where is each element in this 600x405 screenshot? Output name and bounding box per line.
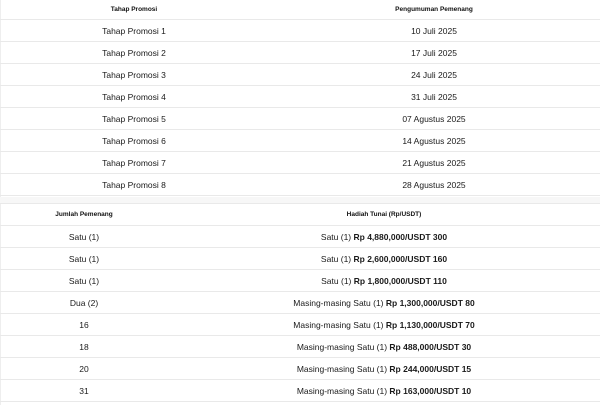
header-prize: Hadiah Tunai (Rp/USDT) bbox=[168, 204, 600, 226]
prize-prefix: Masing-masing Satu (1) bbox=[296, 363, 390, 374]
stage-cell: Tahap Promosi 2 bbox=[0, 42, 268, 64]
prize-cell bbox=[168, 358, 600, 380]
prize-prefix: Masing-masing Satu (1) bbox=[293, 297, 386, 308]
stage-cell: Tahap Promosi 6 bbox=[0, 130, 268, 152]
header-winners: Jumlah Pemenang bbox=[0, 204, 168, 226]
prize-prefix: Masing-masing Satu (1) bbox=[296, 341, 390, 352]
table-row bbox=[0, 20, 600, 42]
table-row bbox=[0, 42, 600, 64]
date-cell: 21 Agustus 2025 bbox=[268, 152, 600, 174]
winners-cell: 31 bbox=[0, 380, 168, 402]
table-row bbox=[0, 380, 600, 402]
table-row bbox=[0, 130, 600, 152]
promo-header-row bbox=[0, 0, 600, 20]
table-row bbox=[0, 270, 600, 292]
prize-amount: Rp 488,000/USDT 30 bbox=[389, 341, 472, 352]
date-cell: 24 Juli 2025 bbox=[268, 64, 600, 86]
prize-cell bbox=[168, 270, 600, 292]
prize-amount: Rp 244,000/USDT 15 bbox=[389, 363, 472, 374]
table-row bbox=[0, 292, 600, 314]
promo-schedule-table bbox=[0, 0, 600, 196]
date-cell: 14 Agustus 2025 bbox=[268, 130, 600, 152]
date-cell: 07 Agustus 2025 bbox=[268, 108, 600, 130]
table-row bbox=[0, 174, 600, 196]
prize-cell bbox=[168, 248, 600, 270]
winners-cell: 16 bbox=[0, 314, 168, 336]
table-row bbox=[0, 108, 600, 130]
prize-amount: Rp 163,000/USDT 10 bbox=[389, 385, 472, 396]
prize-prefix: Masing-masing Satu (1) bbox=[296, 385, 390, 396]
date-cell: 10 Juli 2025 bbox=[268, 20, 600, 42]
prize-table bbox=[0, 203, 600, 402]
winners-cell: Dua (2) bbox=[0, 292, 168, 314]
prize-amount: Rp 1,800,000/USDT 110 bbox=[353, 275, 447, 286]
table-row bbox=[0, 64, 600, 86]
table-row bbox=[0, 358, 600, 380]
prize-prefix: Satu (1) bbox=[320, 253, 354, 264]
table-row bbox=[0, 152, 600, 174]
stage-cell: Tahap Promosi 4 bbox=[0, 86, 268, 108]
winners-cell: Satu (1) bbox=[0, 270, 168, 292]
winners-cell: 20 bbox=[0, 358, 168, 380]
prize-cell bbox=[168, 292, 600, 314]
prize-cell bbox=[168, 380, 600, 402]
prize-cell bbox=[168, 336, 600, 358]
table-row bbox=[0, 336, 600, 358]
date-cell: 17 Juli 2025 bbox=[268, 42, 600, 64]
date-cell: 28 Agustus 2025 bbox=[268, 174, 600, 196]
prize-prefix: Satu (1) bbox=[320, 231, 354, 242]
stage-cell: Tahap Promosi 7 bbox=[0, 152, 268, 174]
table-row bbox=[0, 314, 600, 336]
prize-amount: Rp 4,880,000/USDT 300 bbox=[353, 231, 448, 242]
prize-cell bbox=[168, 314, 600, 336]
winners-cell: Satu (1) bbox=[0, 226, 168, 248]
date-cell: 31 Juli 2025 bbox=[268, 86, 600, 108]
table-row bbox=[0, 226, 600, 248]
table-row bbox=[0, 86, 600, 108]
prize-prefix: Masing-masing Satu (1) bbox=[293, 319, 386, 330]
prize-prefix: Satu (1) bbox=[321, 275, 354, 286]
stage-cell: Tahap Promosi 3 bbox=[0, 64, 268, 86]
stage-cell: Tahap Promosi 1 bbox=[0, 20, 268, 42]
prize-amount: Rp 1,130,000/USDT 70 bbox=[385, 319, 475, 330]
table-row bbox=[0, 248, 600, 270]
prize-amount: Rp 2,600,000/USDT 160 bbox=[353, 253, 448, 264]
prize-cell bbox=[168, 226, 600, 248]
stage-cell: Tahap Promosi 5 bbox=[0, 108, 268, 130]
winners-cell: 18 bbox=[0, 336, 168, 358]
stage-cell: Tahap Promosi 8 bbox=[0, 174, 268, 196]
header-stage: Tahap Promosi bbox=[0, 0, 268, 20]
prize-header-row bbox=[0, 204, 600, 226]
header-announcement: Pengumuman Pemenang bbox=[268, 0, 600, 20]
winners-cell: Satu (1) bbox=[0, 248, 168, 270]
prize-amount: Rp 1,300,000/USDT 80 bbox=[385, 297, 475, 308]
